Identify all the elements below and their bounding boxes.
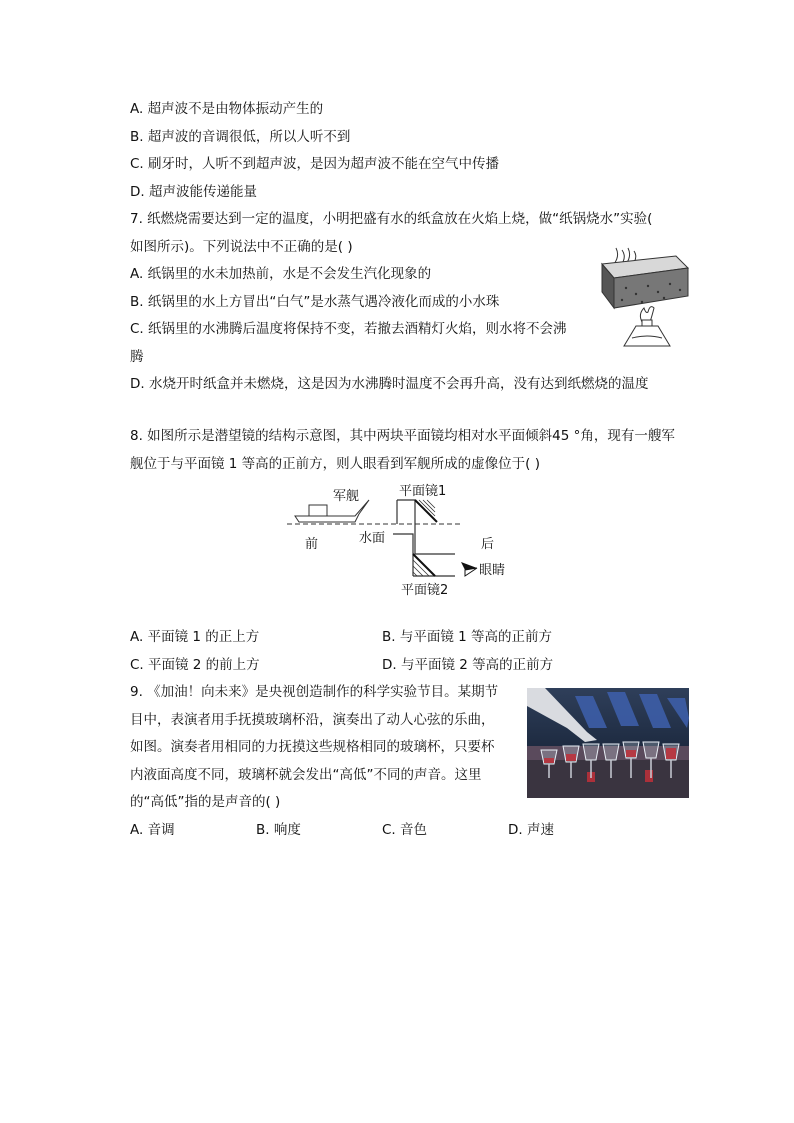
- label-back: 后: [481, 537, 495, 552]
- eye-icon: [461, 562, 477, 576]
- mirror-2-shape: [413, 554, 435, 576]
- q8-option-b: B. 与平面镜 1 等高的正前方: [382, 629, 553, 645]
- q7-option-a: A. 纸锅里的水未加热前，水是不会发生汽化现象的: [130, 266, 432, 282]
- label-eye: 眼睛: [479, 563, 506, 578]
- q6-option-b: B. 超声波的音调很低，所以人听不到: [130, 129, 351, 145]
- q9-option-b: B. 响度: [256, 822, 301, 838]
- periscope-diagram: [285, 478, 525, 603]
- q7-option-c-line2: 腾: [130, 349, 144, 365]
- label-water: 水面: [359, 531, 386, 546]
- label-mirror-2: 平面镜2: [401, 583, 449, 598]
- q7-option-c-line1: C. 纸锅里的水沸腾后温度将保持不变，若撤去酒精灯火焰，则水将不会沸: [130, 321, 567, 337]
- q9-stem-line5: 的“高低”指的是声音的( ): [130, 794, 281, 810]
- q9-option-c: C. 音色: [382, 822, 428, 838]
- paper-pot-illustration: [596, 246, 692, 352]
- q8-option-d: D. 与平面镜 2 等高的正前方: [382, 657, 554, 673]
- q7-option-d: D. 水烧开时纸盒并未燃烧，这是因为水沸腾时温度不会再升高，没有达到纸燃烧的温度: [130, 376, 649, 392]
- q6-option-d: D. 超声波能传递能量: [130, 184, 257, 200]
- q9-option-a: A. 音调: [130, 822, 175, 838]
- q6-option-c: C. 刷牙时，人听不到超声波，是因为超声波不能在空气中传播: [130, 156, 500, 172]
- q9-stem-line1: 9. 《加油！向未来》是央视创造制作的科学实验节目。某期节: [130, 684, 499, 700]
- q8-option-c: C. 平面镜 2 的前上方: [130, 657, 260, 673]
- q7-stem-line2: 如图所示)。下列说法中不正确的是( ): [130, 239, 353, 255]
- mirror-1-shape: [415, 500, 437, 522]
- q7-option-b: B. 纸锅里的水上方冒出“白气”是水蒸气遇冷液化而成的小水珠: [130, 294, 500, 310]
- q8-stem-line1: 8. 如图所示是潜望镜的结构示意图，其中两块平面镜均相对水平面倾斜45 °角，现有一艘军: [130, 428, 675, 444]
- label-warship: 军舰: [333, 489, 360, 504]
- q6-option-a: A. 超声波不是由物体振动产生的: [130, 101, 324, 117]
- q9-option-d: D. 声速: [508, 822, 554, 838]
- label-front: 前: [305, 537, 319, 552]
- q9-stem-line4: 内液面高度不同，玻璃杯就会发出“高低”不同的声音。这里: [130, 767, 482, 783]
- q7-stem-line1: 7. 纸燃烧需要达到一定的温度，小明把盛有水的纸盒放在火焰上烧，做“纸锅烧水”实验(: [130, 211, 653, 227]
- q9-stem-line3: 如图。演奏者用相同的力抚摸这些规格相同的玻璃杯，只要杯: [130, 739, 495, 755]
- q8-option-a: A. 平面镜 1 的正上方: [130, 629, 260, 645]
- q9-stem-line2: 目中，表演者用手抚摸玻璃杯沿，演奏出了动人心弦的乐曲，: [130, 712, 495, 728]
- q8-stem-line2: 舰位于与平面镜 1 等高的正前方，则人眼看到军舰所成的虚像位于( ): [130, 456, 540, 472]
- glass-harp-photo: [527, 688, 689, 798]
- label-mirror-1: 平面镜1: [399, 484, 447, 499]
